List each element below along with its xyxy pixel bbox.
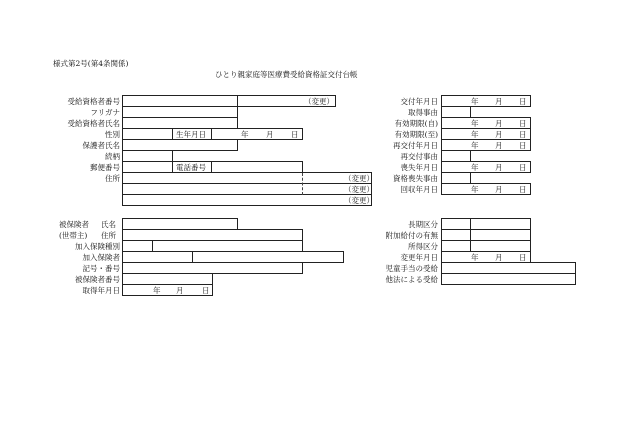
label-acquisition-date: 取得年月日 [82, 286, 120, 295]
loss-month-unit: 月 [495, 163, 503, 172]
label-insured-number: 被保険者番号 [75, 275, 120, 284]
address-change-label-3: （変更） [344, 196, 374, 205]
address-change-label-1: （変更） [344, 174, 374, 183]
label-income-category: 所得区分 [408, 242, 438, 251]
change-year-unit: 年 [471, 253, 479, 262]
field-address-3[interactable] [122, 194, 372, 206]
form-number: 様式第2号(第4条関係) [53, 59, 129, 68]
label-insured-b: 氏名 [101, 220, 116, 229]
label-loss-date: 喪失年月日 [400, 163, 438, 172]
label-recipient-number: 受給資格者番号 [67, 97, 120, 106]
label-birth-date: 生年月日 [176, 130, 206, 139]
label-acquisition-reason: 取得事由 [408, 108, 438, 117]
label-insured-a: 被保険者 [59, 220, 89, 229]
label-head-b: 住所 [101, 231, 116, 240]
return-year-unit: 年 [471, 185, 479, 194]
birth-month-unit: 月 [266, 130, 274, 139]
loss-day-unit: 日 [519, 163, 527, 172]
field-acquisition-date[interactable] [122, 284, 213, 296]
birth-day-unit: 日 [291, 130, 299, 139]
valid-from-month-unit: 月 [495, 119, 503, 128]
acq-day-unit: 日 [202, 286, 210, 295]
label-valid-to: 有効期限(至) [394, 130, 438, 139]
reissue-day-unit: 日 [519, 141, 527, 150]
issue-month-unit: 月 [495, 97, 503, 106]
label-return-date: 回収年月日 [400, 185, 438, 194]
field-return-date[interactable] [441, 183, 531, 195]
reissue-month-unit: 月 [495, 141, 503, 150]
label-change-date: 変更年月日 [400, 253, 438, 262]
label-guardian-name: 保護者氏名 [82, 141, 120, 150]
label-insurance-type: 加入保険種別 [75, 242, 120, 251]
change-label: （変更） [304, 97, 334, 106]
label-reissue-reason: 再交付事由 [400, 152, 438, 161]
field-other-law-benefit[interactable] [441, 273, 576, 285]
valid-to-day-unit: 日 [519, 130, 527, 139]
valid-to-month-unit: 月 [495, 130, 503, 139]
acq-month-unit: 月 [176, 286, 184, 295]
return-month-unit: 月 [495, 185, 503, 194]
label-recipient-name: 受給資格者氏名 [67, 119, 120, 128]
document-title: ひとり親家庭等医療費受給資格証交付台帳 [215, 70, 358, 79]
valid-from-day-unit: 日 [519, 119, 527, 128]
return-day-unit: 日 [519, 185, 527, 194]
label-sex: 性別 [105, 130, 120, 139]
loss-year-unit: 年 [471, 163, 479, 172]
reissue-year-unit: 年 [471, 141, 479, 150]
label-additional-benefit: 附加給付の有無 [385, 231, 438, 240]
label-long-term: 長期区分 [408, 220, 438, 229]
label-reissue-date: 再交付年月日 [393, 141, 438, 150]
label-valid-from: 有効期限(自) [394, 119, 438, 128]
valid-from-year-unit: 年 [471, 119, 479, 128]
issue-day-unit: 日 [519, 97, 527, 106]
label-symbol-number: 記号・番号 [82, 264, 120, 273]
address-change-label-2: （変更） [344, 185, 374, 194]
label-phone: 電話番号 [176, 163, 206, 172]
label-head-a: (世帯主) [59, 231, 88, 240]
change-day-unit: 日 [519, 253, 527, 262]
label-relationship: 続柄 [105, 152, 120, 161]
birth-year-unit: 年 [241, 130, 249, 139]
label-child-allowance: 児童手当の受給 [385, 264, 438, 273]
change-month-unit: 月 [495, 253, 503, 262]
label-address: 住所 [105, 174, 120, 183]
label-insurance: 加入保険者 [82, 253, 120, 262]
label-postal-code: 郵便番号 [90, 163, 120, 172]
label-issue-date: 交付年月日 [400, 97, 438, 106]
label-other-law-benefit: 他法による受給 [385, 275, 438, 284]
label-loss-reason: 資格喪失事由 [393, 174, 438, 183]
label-furigana: フリガナ [90, 108, 120, 117]
acq-year-unit: 年 [153, 286, 161, 295]
valid-to-year-unit: 年 [471, 130, 479, 139]
issue-year-unit: 年 [471, 97, 479, 106]
